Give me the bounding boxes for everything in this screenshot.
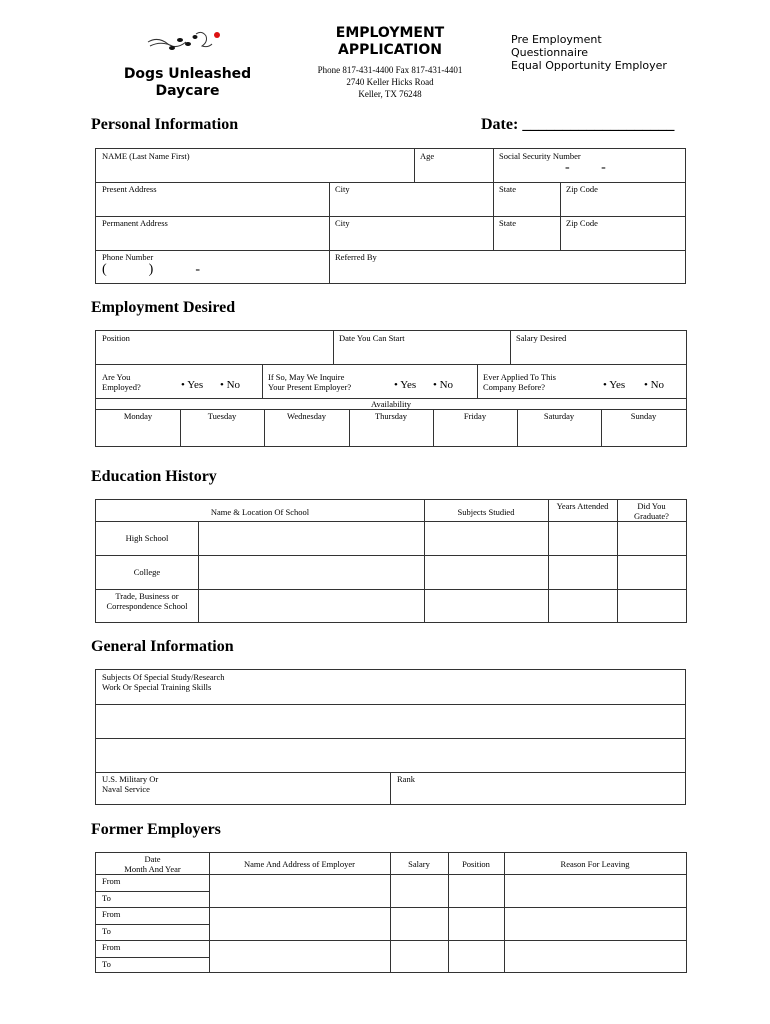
personal-grid <box>95 148 686 284</box>
general-information-heading: General Information <box>91 638 234 655</box>
row-college: College <box>133 567 161 577</box>
education-grid <box>95 499 687 623</box>
from-label-1: From <box>102 876 121 886</box>
applied-no-radio[interactable]: • No <box>644 379 665 391</box>
to-label-1: To <box>102 893 111 903</box>
phone-label: Phone Number <box>102 252 154 262</box>
from-label-2: From <box>102 909 121 919</box>
day-tuesday: Tuesday <box>207 411 237 421</box>
subjects-column-header: Subjects Studied <box>457 507 515 517</box>
are-you-employed-label: Are You Employed? <box>102 372 141 392</box>
header-right-text <box>511 33 667 72</box>
former-employers-heading: Former Employers <box>91 821 221 838</box>
permanent-zip-label: Zip Code <box>566 218 598 228</box>
day-monday: Monday <box>123 411 153 421</box>
special-study-label: Subjects Of Special Study/Research Work Or Special Training Skills <box>102 672 225 692</box>
ssn-dashes-2: - - <box>565 160 606 175</box>
referred-by-label: Referred By <box>335 252 377 262</box>
permanent-city-label: City <box>335 218 350 228</box>
to-label-2: To <box>102 926 111 936</box>
present-city-label: City <box>335 184 350 194</box>
salary-column-header: Salary <box>408 859 430 869</box>
from-label-3: From <box>102 942 121 952</box>
position-label: Position <box>102 333 130 343</box>
employed-yes-radio[interactable]: • Yes <box>181 379 204 391</box>
contact-info <box>290 64 490 100</box>
pre-employment: Pre Employment <box>511 33 602 46</box>
day-saturday: Saturday <box>543 411 575 421</box>
inquire-yes-radio[interactable]: • Yes <box>394 379 417 391</box>
company-logo <box>146 28 222 54</box>
company-name-line1: Dogs Unleashed <box>123 66 252 82</box>
questionnaire: Questionnaire <box>511 46 589 59</box>
employment-grid <box>95 330 687 447</box>
availability-label: Availability <box>371 399 411 409</box>
address-line1: 2740 Keller Hicks Road <box>346 77 434 87</box>
present-address-label: Present Address <box>102 184 157 194</box>
equal-opportunity: Equal Opportunity Employer <box>511 59 667 72</box>
graduate-column-header: Did You Graduate? <box>634 501 669 521</box>
military-label: U.S. Military Or Naval Service <box>102 774 159 794</box>
age-label-2: Age <box>420 151 435 161</box>
employment-desired-heading: Employment Desired <box>91 299 236 316</box>
permanent-address-label: Permanent Address <box>102 218 168 228</box>
permanent-state-label: State <box>499 218 516 228</box>
day-sunday: Sunday <box>630 411 657 421</box>
reason-column-header: Reason For Leaving <box>560 859 630 869</box>
day-friday: Friday <box>463 411 487 421</box>
phone-fax: Phone 817-431-4400 Fax 817-431-4401 <box>317 65 463 75</box>
employer-column-header: Name And Address of Employer <box>244 859 355 869</box>
row-high-school: High School <box>125 533 169 543</box>
education-history-heading: Education History <box>91 468 217 485</box>
title-line1: EMPLOYMENT <box>335 25 445 41</box>
position-column-header: Position <box>462 859 490 869</box>
to-label-3: To <box>102 959 111 969</box>
applied-yes-radio[interactable]: • Yes <box>603 379 626 391</box>
name-label-2: NAME (Last Name First) <box>102 151 190 161</box>
personal-info-heading: Personal Information <box>91 116 239 133</box>
salary-desired-label: Salary Desired <box>516 333 567 343</box>
employed-no-radio[interactable]: • No <box>220 379 241 391</box>
former-employers-grid <box>95 852 687 973</box>
day-thursday: Thursday <box>374 411 408 421</box>
rank-label: Rank <box>397 774 415 784</box>
general-grid <box>95 669 686 805</box>
date-column-header: Date Month And Year <box>124 854 181 874</box>
inquire-no-radio[interactable]: • No <box>433 379 454 391</box>
school-column-header: Name & Location Of School <box>210 507 310 517</box>
present-zip-label: Zip Code <box>566 184 598 194</box>
title-line2: APPLICATION <box>338 42 442 58</box>
row-trade-school: Trade, Business or Correspondence School <box>106 591 188 611</box>
phone-format: ( ) - <box>102 262 200 277</box>
date-field[interactable]: Date: ___________________ <box>481 116 675 133</box>
day-wednesday: Wednesday <box>287 411 326 421</box>
address-line2: Keller, TX 76248 <box>358 89 422 99</box>
date-start-label: Date You Can Start <box>339 333 405 343</box>
company-name <box>110 66 265 100</box>
document-title <box>300 25 480 59</box>
company-name-line2: Daycare <box>155 83 220 99</box>
present-state-label: State <box>499 184 516 194</box>
years-column-header: Years Attended <box>556 501 609 511</box>
ssn-label-2: Social Security Number <box>499 151 581 161</box>
inquire-label: If So, May We Inquire Your Present Employer? <box>268 372 352 392</box>
applied-before-label: Ever Applied To This Company Before? <box>483 372 556 392</box>
